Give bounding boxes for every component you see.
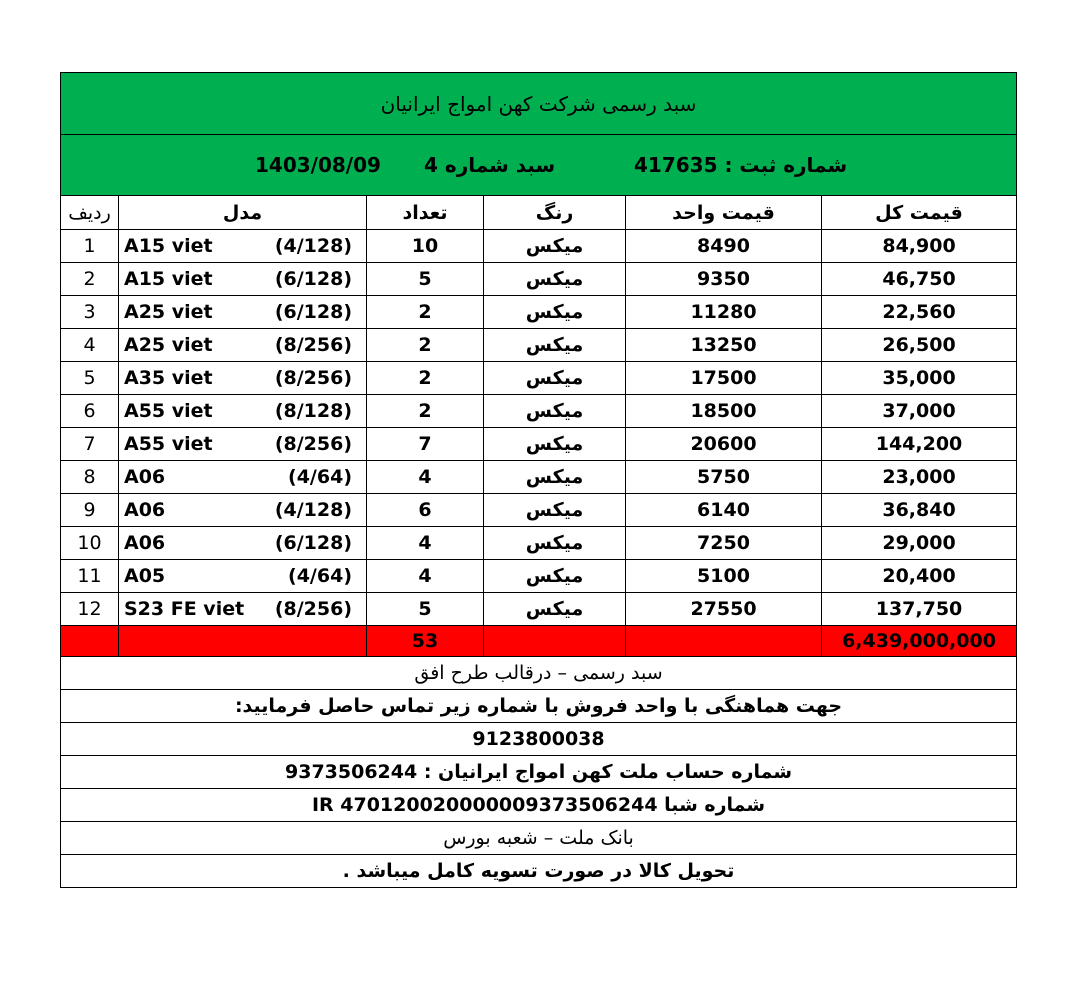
row-total-price: 37,000 (822, 395, 1017, 428)
row-model-cell (119, 494, 367, 527)
table-row (61, 362, 1017, 395)
row-unit-price: 8490 (626, 230, 822, 263)
row-quantity: 4 (367, 527, 484, 560)
header-total-price: قیمت کل (822, 196, 1017, 230)
column-header-row (61, 196, 1017, 230)
basket-info-row (61, 135, 1017, 196)
total-price: 6,439,000,000 (822, 626, 1017, 657)
row-total-price: 144,200 (822, 428, 1017, 461)
row-model: A55 viet (124, 400, 213, 422)
row-model: A55 viet (124, 433, 213, 455)
row-index: 11 (61, 560, 119, 593)
table-row (61, 428, 1017, 461)
note-phone: 9123800038 (61, 723, 1017, 756)
row-spec: (8/256) (274, 334, 352, 356)
totals-empty-cell (119, 626, 367, 657)
row-spec: (8/256) (274, 433, 352, 455)
company-title: سبد رسمی شرکت کهن امواج ایرانیان (380, 91, 697, 116)
row-quantity: 6 (367, 494, 484, 527)
total-quantity: 53 (367, 626, 484, 657)
row-color: میکس (484, 296, 626, 329)
note-account: شماره حساب ملت کهن امواج ایرانیان : 9373506244 (61, 756, 1017, 789)
header-model: مدل (119, 196, 367, 230)
row-quantity: 4 (367, 461, 484, 494)
row-index: 12 (61, 593, 119, 626)
basket-date: 1403/08/09 (255, 153, 381, 177)
row-model: A06 (124, 532, 166, 554)
row-model-cell (119, 593, 367, 626)
row-unit-price: 27550 (626, 593, 822, 626)
note-sheba: شماره شبا IR 470120020000009373506244 (61, 789, 1017, 822)
row-total-price: 84,900 (822, 230, 1017, 263)
header-color: رنگ (484, 196, 626, 230)
row-unit-price: 17500 (626, 362, 822, 395)
row-model-cell (119, 329, 367, 362)
row-total-price: 20,400 (822, 560, 1017, 593)
table-row (61, 395, 1017, 428)
row-model-cell (119, 560, 367, 593)
table-row (61, 560, 1017, 593)
row-index: 10 (61, 527, 119, 560)
row-total-price: 22,560 (822, 296, 1017, 329)
row-color: میکس (484, 461, 626, 494)
row-color: میکس (484, 230, 626, 263)
row-quantity: 2 (367, 395, 484, 428)
totals-empty-cell (484, 626, 626, 657)
basket-number: سبد شماره 4 (424, 153, 556, 177)
row-model-cell (119, 527, 367, 560)
row-total-price: 46,750 (822, 263, 1017, 296)
table-row (61, 461, 1017, 494)
row-index: 6 (61, 395, 119, 428)
row-model: S23 FE viet (124, 598, 245, 620)
row-quantity: 2 (367, 329, 484, 362)
row-spec: (8/256) (274, 598, 352, 620)
row-model-cell (119, 263, 367, 296)
table-row (61, 329, 1017, 362)
row-model: A05 (124, 565, 166, 587)
row-index: 9 (61, 494, 119, 527)
row-quantity: 5 (367, 593, 484, 626)
row-model-cell (119, 395, 367, 428)
row-index: 7 (61, 428, 119, 461)
registration-number: شماره ثبت : 417635 (634, 153, 848, 177)
note-contact: جهت هماهنگی با واحد فروش با شماره زیر تماس حاصل فرمایید: (61, 690, 1017, 723)
table-body (61, 230, 1017, 626)
row-quantity: 7 (367, 428, 484, 461)
header-row-index: ردیف (61, 196, 119, 230)
row-model: A06 (124, 499, 166, 521)
row-color: میکس (484, 263, 626, 296)
row-total-price: 29,000 (822, 527, 1017, 560)
row-unit-price: 18500 (626, 395, 822, 428)
row-unit-price: 20600 (626, 428, 822, 461)
row-unit-price: 6140 (626, 494, 822, 527)
row-quantity: 4 (367, 560, 484, 593)
row-unit-price: 9350 (626, 263, 822, 296)
row-model: A15 viet (124, 235, 213, 257)
row-color: میکس (484, 494, 626, 527)
row-unit-price: 7250 (626, 527, 822, 560)
row-color: میکس (484, 527, 626, 560)
header-unit-price: قیمت واحد (626, 196, 822, 230)
row-color: میکس (484, 593, 626, 626)
row-color: میکس (484, 329, 626, 362)
row-color: میکس (484, 362, 626, 395)
row-unit-price: 5100 (626, 560, 822, 593)
row-spec: (8/256) (274, 367, 352, 389)
row-index: 2 (61, 263, 119, 296)
totals-row (61, 626, 1017, 657)
row-spec: (4/64) (288, 466, 352, 488)
row-color: میکس (484, 428, 626, 461)
row-model-cell (119, 428, 367, 461)
row-spec: (6/128) (274, 532, 352, 554)
row-model: A25 viet (124, 301, 213, 323)
table-row (61, 230, 1017, 263)
table-row (61, 527, 1017, 560)
row-spec: (4/128) (274, 499, 352, 521)
row-unit-price: 13250 (626, 329, 822, 362)
row-total-price: 26,500 (822, 329, 1017, 362)
table-row (61, 296, 1017, 329)
order-table (60, 72, 1017, 888)
table-title (61, 73, 1017, 135)
row-spec: (8/128) (274, 400, 352, 422)
row-quantity: 5 (367, 263, 484, 296)
totals-empty-cell (626, 626, 822, 657)
row-spec: (4/128) (274, 235, 352, 257)
row-model-cell (119, 461, 367, 494)
row-spec: (4/64) (288, 565, 352, 587)
row-index: 1 (61, 230, 119, 263)
row-index: 4 (61, 329, 119, 362)
row-model-cell (119, 362, 367, 395)
note-bank: بانک ملت – شعبه بورس (61, 822, 1017, 855)
row-quantity: 10 (367, 230, 484, 263)
row-spec: (6/128) (274, 301, 352, 323)
row-spec: (6/128) (274, 268, 352, 290)
note-plan: سبد رسمی – درقالب طرح افق (61, 657, 1017, 690)
row-model: A35 viet (124, 367, 213, 389)
row-model-cell (119, 296, 367, 329)
row-model: A15 viet (124, 268, 213, 290)
row-model-cell (119, 230, 367, 263)
row-quantity: 2 (367, 362, 484, 395)
row-unit-price: 11280 (626, 296, 822, 329)
row-total-price: 36,840 (822, 494, 1017, 527)
row-total-price: 137,750 (822, 593, 1017, 626)
row-color: میکس (484, 395, 626, 428)
row-model: A06 (124, 466, 166, 488)
row-total-price: 35,000 (822, 362, 1017, 395)
header-quantity: تعداد (367, 196, 484, 230)
table-row (61, 593, 1017, 626)
row-model: A25 viet (124, 334, 213, 356)
row-quantity: 2 (367, 296, 484, 329)
note-delivery: تحویل کالا در صورت تسویه کامل میباشد . (61, 855, 1017, 888)
row-unit-price: 5750 (626, 461, 822, 494)
row-index: 8 (61, 461, 119, 494)
row-total-price: 23,000 (822, 461, 1017, 494)
row-index: 5 (61, 362, 119, 395)
row-color: میکس (484, 560, 626, 593)
table-row (61, 263, 1017, 296)
totals-empty-cell (61, 626, 119, 657)
table-row (61, 494, 1017, 527)
row-index: 3 (61, 296, 119, 329)
